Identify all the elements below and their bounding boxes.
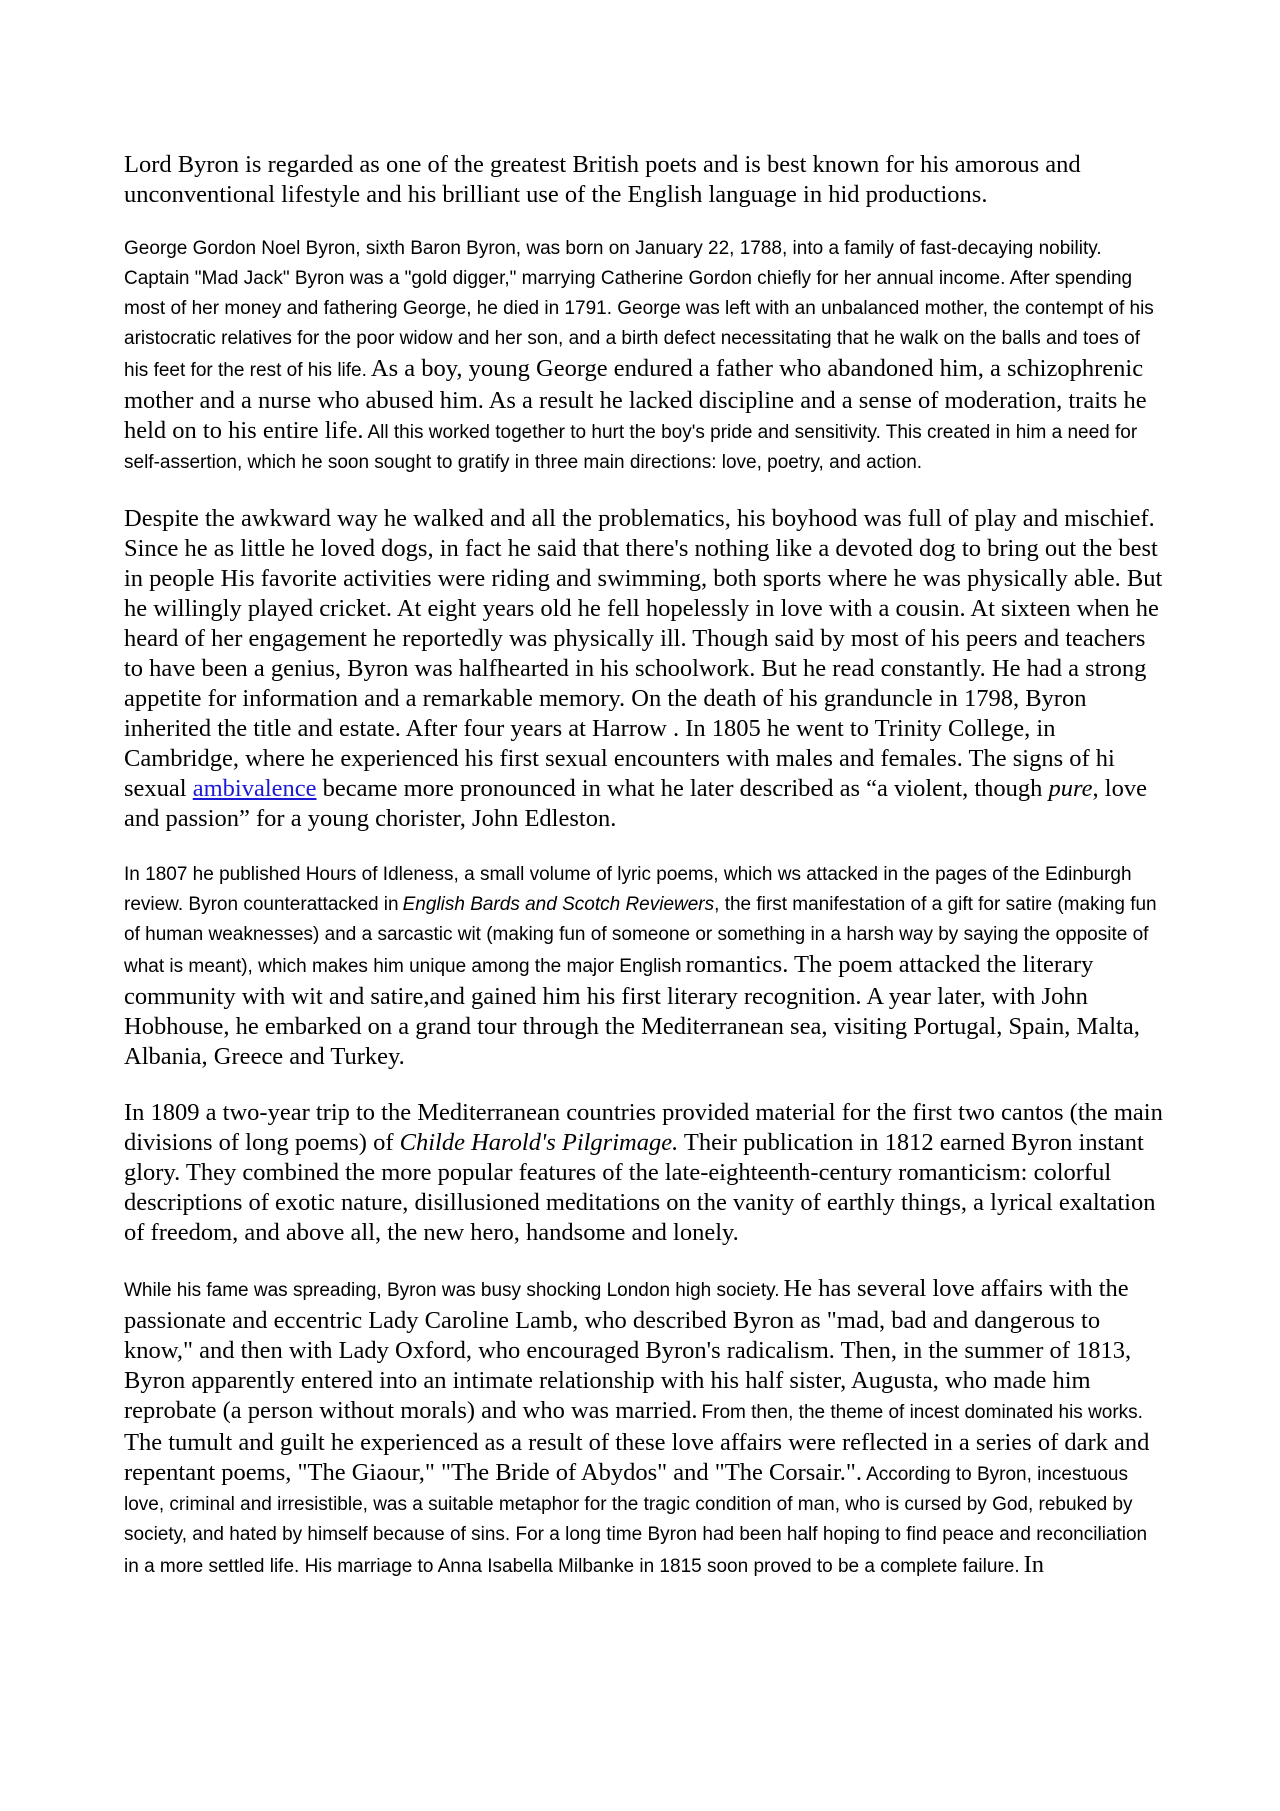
- fame-text-e: According to Byron, incestuous love, criminal and irresistible, was a suitable metaphor for the tragic condition of man, who is cursed by God, rebuked by society, and hated by himself because of sins. For a long time Byron had been half hoping to find peace and reconciliation in a more settled life. His marriage to Anna Isabella Milbanke in 1815 soon proved to be a complete failure.: [124, 1464, 1148, 1577]
- ambivalence-link[interactable]: ambivalence: [192, 775, 317, 802]
- boyhood-text-c: , love and passion” for a young chorister, John Edleston.: [124, 775, 1147, 832]
- paragraph-early-life: [124, 234, 1164, 478]
- early-life-text-c: All this worked together to hurt the boy's pride and sensitivity. This created in him a need for self-assertion, which he soon sought to gratify in three main directions: love, poetry, and action.: [124, 422, 1138, 473]
- fame-text-b: He has several love affairs with the passionate and eccentric Lady Caroline Lamb, who described Byron as "mad, bad and dangerous to know," and then with Lady Oxford, who encouraged Byron's radicalism. Then, in the summer of 1813, Byron apparently entered into an intimate relationship with his half sister, Augusta, who made him reprobate (a person without morals) and who was married.: [124, 1275, 1132, 1424]
- paragraph-boyhood: [124, 504, 1164, 834]
- childe-text-a: In 1809 a two-year trip to the Mediterranean countries provided material for the first two cantos (the main divisions of long poems) of: [124, 1099, 1163, 1156]
- paragraph-childe-harold: [124, 1098, 1164, 1248]
- intro-text: Lord Byron is regarded as one of the greatest British poets and is best known for his amorous and unconventional lifestyle and his brilliant use of the English language in hid productions.: [124, 151, 1081, 208]
- boyhood-text-a: Despite the awkward way he walked and all the problematics, his boyhood was full of play and mischief. Since he as little he loved dogs, in fact he said that there's nothing like a devoted dog to bring out the best in people His favorite activities were riding and swimming, both sports where he was physically able. But he willingly played cricket. At eight years old he fell hopelessly in love with a cousin. At sixteen when he heard of her engagement he reportedly was physically ill. Though said by most of his peers and teachers to have been a genius, Byron was halfhearted in his schoolwork. But he read constantly. He had a strong appetite for information and a remarkable memory. On the death of his granduncle in 1798, Byron inherited the title and estate. After four years at Harrow . In 1805 he went to Trinity College, in Cambridge, where he experienced his first sexual encounters with males and females. The signs of hi sexual: [124, 505, 1163, 802]
- early-life-text-a: George Gordon Noel Byron, sixth Baron Byron, was born on January 22, 1788, into a family of fast-decaying nobility. Captain "Mad Jack" Byron was a "gold digger," marrying Catherine Gordon chiefly for her annual income. After spending most of her money and fathering George, he died in 1791. George was left with an unbalanced mother, the contempt of his aristocratic relatives for the poor widow and her son, and a birth defect necessitating that he walk on the balls and toes of his feet for the rest of his life.: [124, 238, 1154, 381]
- document-page: [124, 150, 1164, 1582]
- idleness-title-emphasis: English Bards and Scotch Reviewers: [402, 894, 715, 915]
- paragraph-intro: [124, 150, 1164, 210]
- fame-text-a: While his fame was spreading, Byron was busy shocking London high society.: [124, 1280, 780, 1301]
- boyhood-text-b: became more pronounced in what he later described as “a violent, though: [322, 775, 1043, 802]
- paragraph-hours-of-idleness: [124, 860, 1164, 1072]
- early-life-text-b: As a boy, young George endured a father who abandoned him, a schizophrenic mother and a nurse who abused him. As a result he lacked discipline and a sense of moderation, traits he held on to his entire life.: [124, 355, 1147, 444]
- childe-title-emphasis: Childe Harold's Pilgrimage.: [399, 1129, 679, 1156]
- boyhood-text-emphasis: pure: [1048, 775, 1093, 802]
- paragraph-fame: [124, 1274, 1164, 1582]
- idleness-text-c: romantics. The poem attacked the literary community with wit and satire,and gained him his first literary recognition. A year later, with John Hobhouse, he embarked on a grand tour through the Mediterranean sea, visiting Portugal, Spain, Malta, Albania, Greece and Turkey.: [124, 951, 1140, 1070]
- fame-text-c: From then, the theme of incest dominated his works.: [701, 1402, 1143, 1423]
- childe-text-b: Their publication in 1812 earned Byron instant glory. They combined the more popular features of the late-eighteenth-century romanticism: colorful descriptions of exotic nature, disillusioned meditations on the vanity of earthly things, a lyrical exaltation of freedom, and above all, the new hero, handsome and lonely.: [124, 1129, 1156, 1246]
- idleness-text-b: , the first manifestation of a gift for satire (making fun of human weaknesses) and a sarcastic wit (making fun of someone or something in a harsh way by saying the opposite of what is meant), which makes him unique among the major English: [124, 894, 1157, 977]
- fame-text-d: The tumult and guilt he experienced as a result of these love affairs were reflected in a series of dark and repentant poems, "The Giaour," "The Bride of Abydos" and "The Corsair.".: [124, 1429, 1150, 1486]
- idleness-text-a: In 1807 he published Hours of Idleness, a small volume of lyric poems, which ws attacked in the pages of the Edinburgh review. Byron counterattacked in: [124, 864, 1132, 915]
- fame-text-f: In: [1023, 1551, 1045, 1578]
